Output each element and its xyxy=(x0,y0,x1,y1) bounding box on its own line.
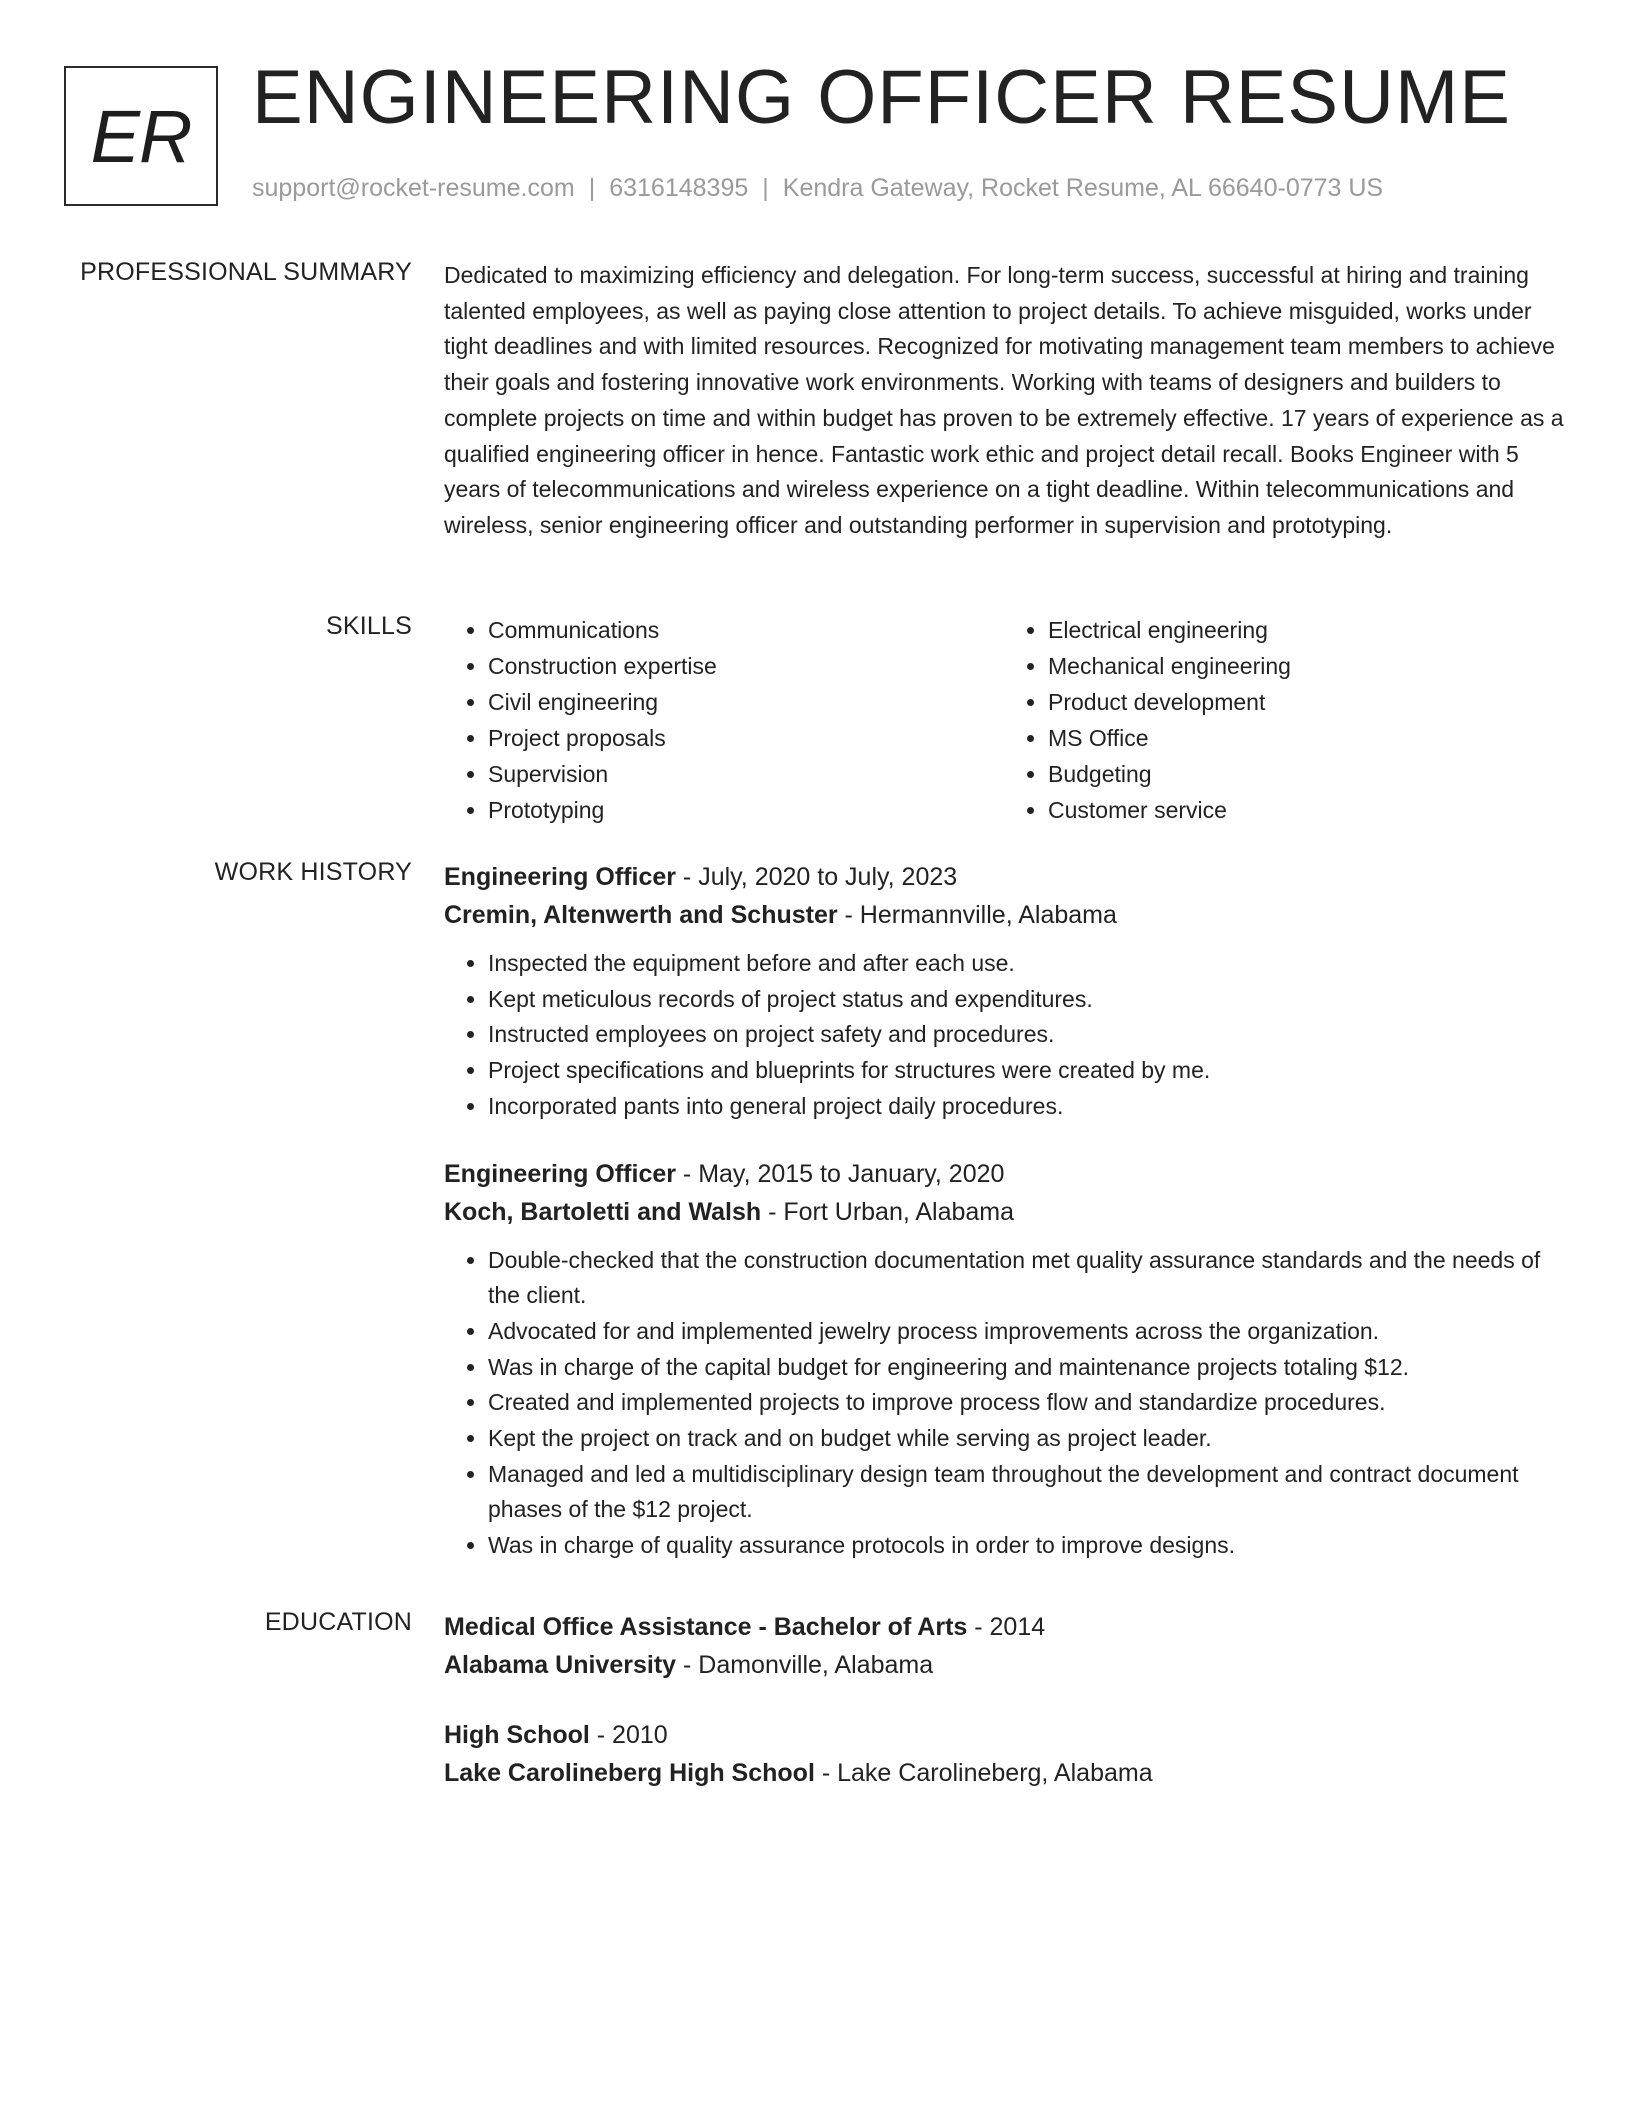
education-degree-line xyxy=(444,1608,1564,1646)
job-bullet: • Kept the project on track and on budget while serving as project leader. xyxy=(488,1421,1564,1457)
education-heading: EDUCATION xyxy=(264,1608,412,1636)
contact-separator: | xyxy=(588,174,596,202)
job-title-line xyxy=(444,1155,1564,1193)
job-bullet: • Incorporated pants into general project daily procedures. xyxy=(488,1089,1564,1125)
skill-item: • Product development xyxy=(1048,684,1564,720)
skill-item: • Mechanical engineering xyxy=(1048,648,1564,684)
education-degree: Medical Office Assistance - Bachelor of Arts xyxy=(444,1613,968,1641)
skill-item: • Customer service xyxy=(1048,792,1564,828)
job-location: - Fort Urban, Alabama xyxy=(761,1197,1015,1226)
job-location: - Hermannville, Alabama xyxy=(837,901,1117,929)
education-school-line xyxy=(444,1754,1564,1792)
skill-item: • Electrical engineering xyxy=(1048,612,1564,648)
job-bullet: • Double-checked that the construction documentation met quality assurance standards and the needs of the client. xyxy=(488,1243,1564,1314)
monogram-logo xyxy=(64,66,218,206)
job-bullet: • Inspected the equipment before and after each use. xyxy=(488,946,1564,982)
job-bullet: • Was in charge of quality assurance protocols in order to improve designs. xyxy=(488,1528,1564,1564)
job-entry xyxy=(444,858,1564,1125)
skill-item: • Construction expertise xyxy=(488,648,1004,684)
job-title: Engineering Officer xyxy=(444,1159,676,1188)
job-bullet: • Project specifications and blueprints for structures were created by me. xyxy=(488,1053,1564,1089)
education-entry xyxy=(444,1608,1564,1684)
contact-email: support@rocket-resume.com xyxy=(252,174,575,202)
job-title: Engineering Officer xyxy=(444,863,676,891)
skills-heading: SKILLS xyxy=(326,612,412,640)
job-company-line xyxy=(444,896,1564,934)
job-bullet: • Managed and led a multidisciplinary design team throughout the development and contract document phases of the $12 project. xyxy=(488,1457,1564,1528)
education-location: - Damonville, Alabama xyxy=(676,1651,934,1679)
job-bullet: • Kept meticulous records of project status and expenditures. xyxy=(488,982,1564,1018)
contact-phone: 6316148395 xyxy=(609,174,749,202)
skills-list-left xyxy=(444,612,1004,828)
contact-line xyxy=(252,174,1383,203)
job-company-line xyxy=(444,1193,1564,1231)
work-history-heading: WORK HISTORY xyxy=(214,858,412,886)
skill-item: • Supervision xyxy=(488,756,1004,792)
skill-item: • Prototyping xyxy=(488,792,1004,828)
skills-columns xyxy=(444,612,1564,828)
job-bullet: • Advocated for and implemented jewelry process improvements across the organization. xyxy=(488,1314,1564,1350)
resume-title: ENGINEERING OFFICER RESUME xyxy=(252,55,1511,140)
education-year: - 2010 xyxy=(589,1721,668,1749)
education-year: - 2014 xyxy=(967,1613,1046,1641)
skill-item: • MS Office xyxy=(1048,720,1564,756)
job-bullet: • Was in charge of the capital budget for engineering and maintenance projects totaling $12. xyxy=(488,1350,1564,1386)
job-bullets xyxy=(444,946,1564,1125)
skill-item: • Civil engineering xyxy=(488,684,1004,720)
skills-list-right xyxy=(1004,612,1564,828)
contact-address: Kendra Gateway, Rocket Resume, AL 66640-0773 US xyxy=(782,174,1384,202)
job-entry xyxy=(444,1155,1564,1564)
summary-heading: PROFESSIONAL SUMMARY xyxy=(80,258,412,286)
education-degree: High School xyxy=(444,1721,590,1749)
skill-item: • Project proposals xyxy=(488,720,1004,756)
monogram-text: ER xyxy=(90,94,192,178)
job-company: Cremin, Altenwerth and Schuster xyxy=(444,901,838,929)
job-dates: - May, 2015 to January, 2020 xyxy=(675,1159,1005,1188)
job-bullets xyxy=(444,1243,1564,1564)
skill-item: • Budgeting xyxy=(1048,756,1564,792)
education-school: Alabama University xyxy=(444,1651,677,1679)
job-dates: - July, 2020 to July, 2023 xyxy=(675,863,958,891)
summary-text: Dedicated to maximizing efficiency and delegation. For long-term success, successful at hiring and training talented employees, as well as paying close attention to project details. To achieve misguided, works under tight deadlines and with limited resources. Recognized for motivating management team members to achieve their goals and fostering innovative work environments. Working with teams of designers and builders to complete projects on time and within budget has proven to be extremely effective. 17 years of experience as a qualified engineering officer in hence. Fantastic work ethic and project detail recall. Books Engineer with 5 years of telecommunications and wireless experience on a tight deadline. Within telecommunications and wireless, senior engineering officer and outstanding performer in supervision and prototyping. xyxy=(444,262,1564,538)
education-entry xyxy=(444,1716,1564,1792)
job-bullet: • Created and implemented projects to improve process flow and standardize procedures. xyxy=(488,1385,1564,1421)
education-degree-line xyxy=(444,1716,1564,1754)
job-bullet: • Instructed employees on project safety and procedures. xyxy=(488,1017,1564,1053)
contact-separator: | xyxy=(762,174,769,202)
education-location: - Lake Carolineberg, Alabama xyxy=(814,1759,1153,1787)
education-school-line xyxy=(444,1646,1564,1684)
job-company: Koch, Bartoletti and Walsh xyxy=(444,1197,762,1226)
job-title-line xyxy=(444,858,1564,896)
skill-item: • Communications xyxy=(488,612,1004,648)
education-school: Lake Carolineberg High School xyxy=(444,1759,815,1787)
